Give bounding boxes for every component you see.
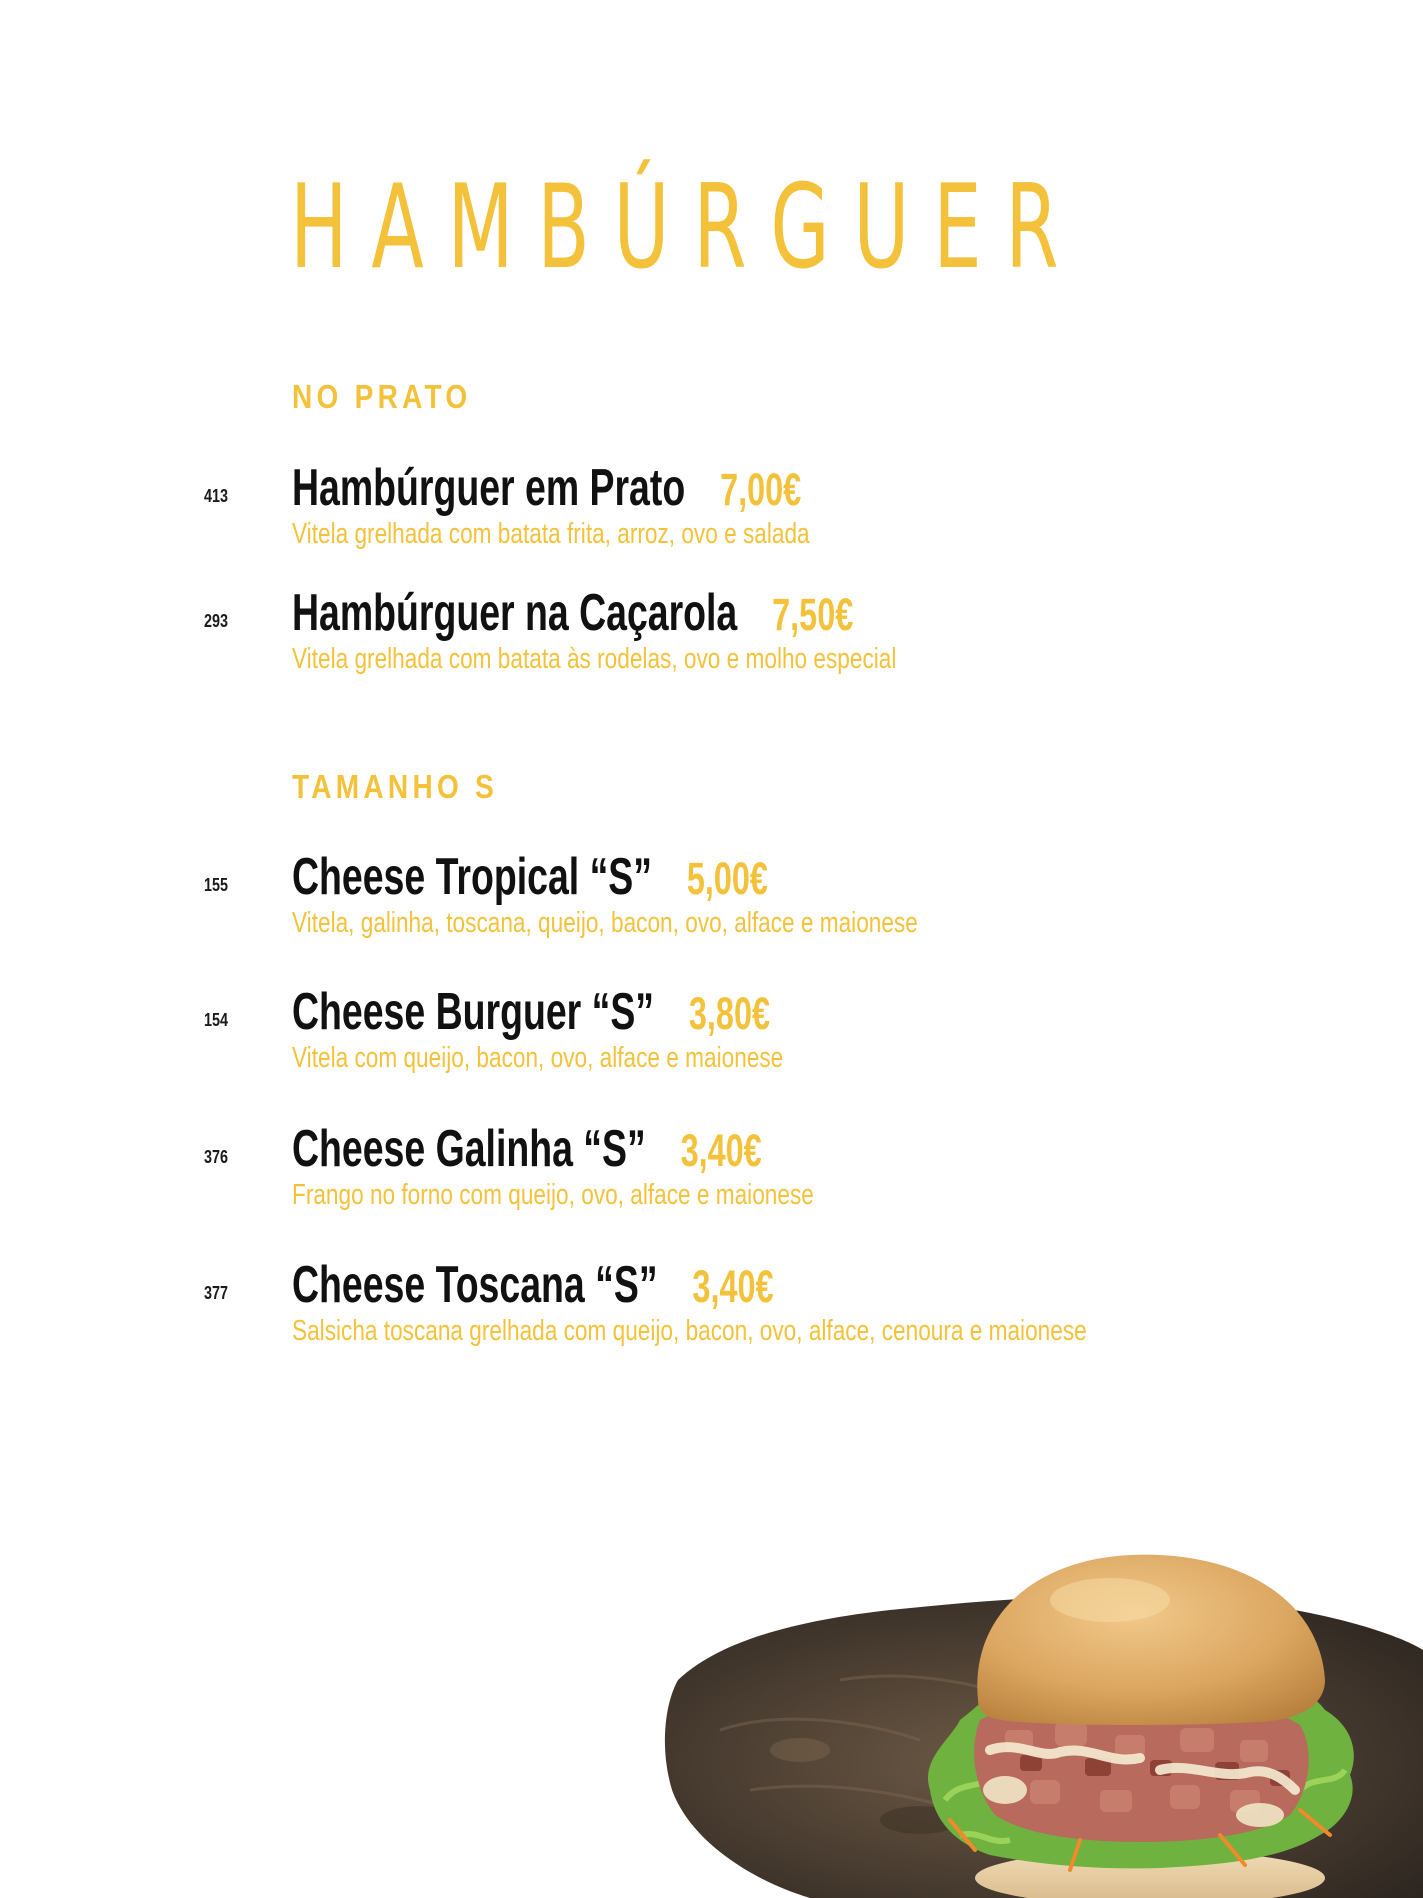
item-description: Vitela, galinha, toscana, queijo, bacon, ovo, alface e maionese (292, 907, 918, 939)
item-name: Cheese Tropical “S” (292, 848, 652, 906)
item-price: 5,00€ (686, 853, 768, 904)
item-name: Cheese Toscana “S” (292, 1256, 658, 1314)
section-title-tamanho-s: TAMANHO S (292, 768, 499, 805)
item-name: Hambúrguer em Prato (292, 459, 686, 517)
item-price: 7,50€ (772, 589, 854, 640)
item-price: 7,00€ (720, 464, 802, 515)
menu-item (0, 1121, 1423, 1221)
item-code: 376 (204, 1147, 229, 1167)
menu-item (0, 849, 1423, 949)
item-heading (292, 984, 770, 1041)
item-code: 154 (204, 1010, 229, 1030)
item-name: Cheese Galinha “S” (292, 1120, 646, 1178)
menu-item (0, 460, 1423, 560)
item-price: 3,40€ (680, 1125, 762, 1176)
menu-item (0, 1257, 1423, 1357)
item-price: 3,80€ (688, 988, 771, 1039)
item-code: 155 (204, 875, 229, 895)
item-description: Frango no forno com queijo, ovo, alface e maionese (292, 1179, 814, 1211)
item-heading (292, 1257, 774, 1314)
item-description: Vitela grelhada com batata frita, arroz, ovo e salada (292, 518, 810, 550)
burger-photo (660, 1490, 1423, 1898)
menu-item (0, 585, 1423, 685)
section-title-no-prato: NO PRATO (292, 378, 472, 415)
item-code: 377 (204, 1283, 229, 1303)
item-name: Cheese Burguer “S” (292, 983, 655, 1041)
page-title: HAMBÚRGUER (290, 160, 1083, 295)
item-heading (292, 849, 768, 906)
item-description: Vitela grelhada com batata às rodelas, ovo e molho especial (292, 643, 897, 675)
menu-item (0, 984, 1423, 1084)
item-code: 413 (204, 486, 229, 506)
item-description: Salsicha toscana grelhada com queijo, bacon, ovo, alface, cenoura e maionese (292, 1315, 1087, 1347)
item-name: Hambúrguer na Caçarola (292, 584, 738, 642)
item-heading (292, 1121, 762, 1178)
item-heading (292, 460, 801, 517)
item-heading (292, 585, 853, 642)
item-price: 3,40€ (692, 1261, 774, 1312)
item-code: 293 (204, 611, 229, 631)
item-description: Vitela com queijo, bacon, ovo, alface e maionese (292, 1042, 784, 1074)
